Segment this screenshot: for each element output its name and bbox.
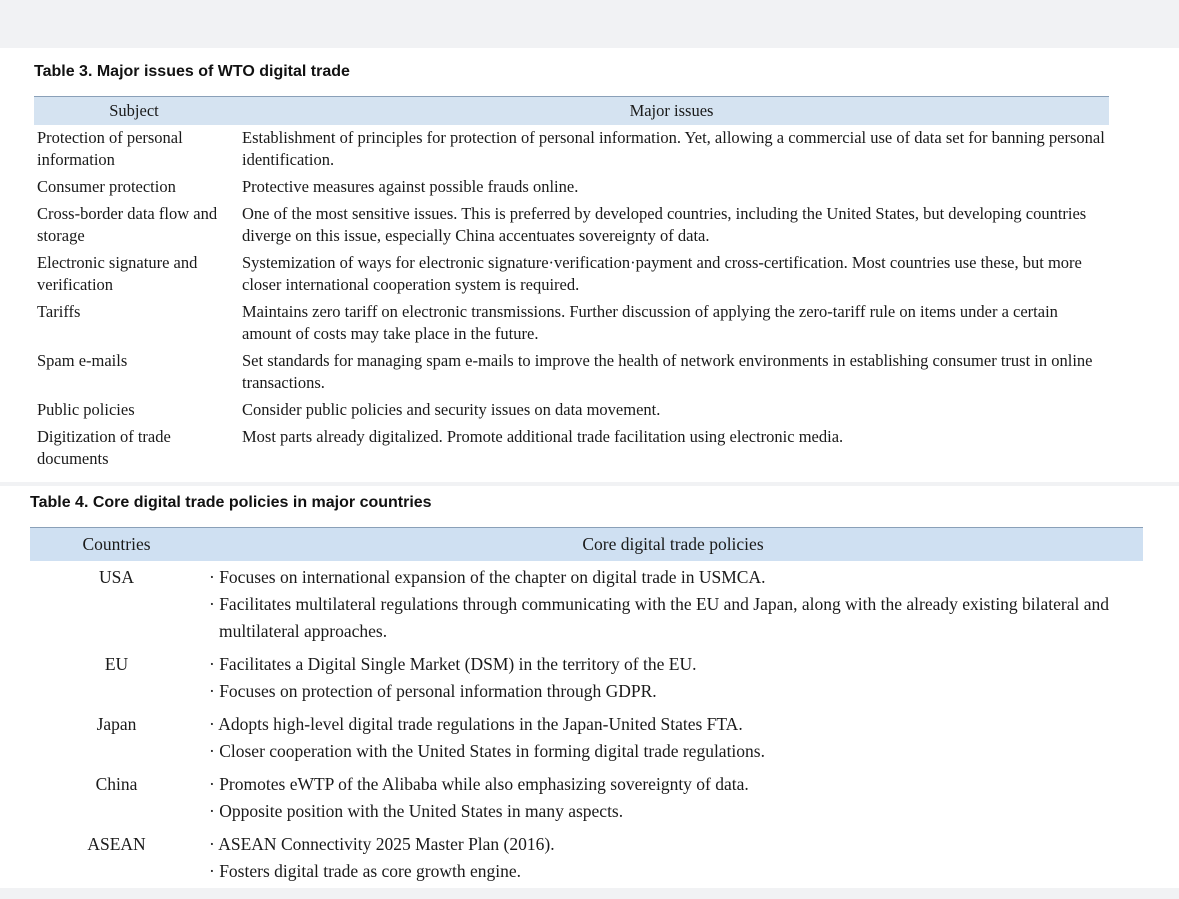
table3-subject-cell: Tariffs [37, 302, 81, 321]
policies-cell [203, 561, 1143, 648]
country-cell: China [95, 774, 138, 794]
table3-row [34, 424, 1109, 473]
table4-row-usa [30, 561, 1143, 648]
table3-header-row [34, 97, 1109, 126]
policy-item: · Facilitates multilateral regulations through communicating with the EU and Japan, along with the already existing bilateral and multilateral approaches. [209, 594, 1110, 641]
table4-header-policies: Core digital trade policies [203, 528, 1143, 562]
policy-item: · Opposite position with the United States in many aspects. [209, 801, 624, 821]
table4-panel [0, 486, 1179, 888]
table3-subject-cell: Protection of personal information [37, 128, 183, 169]
policy-item: · Focuses on protection of personal information through GDPR. [209, 681, 657, 701]
table3-issue-cell: One of the most sensitive issues. This is preferred by developed countries, including the United States, but developing countries diverge on this issue, especially China accentuates sovereignty of data. [242, 204, 1087, 245]
table4-row-china [30, 768, 1143, 828]
policy-item: · Fosters digital trade as core growth engine. [209, 861, 521, 881]
table3-subject-cell: Electronic signature and verification [37, 253, 198, 294]
country-cell: EU [104, 654, 129, 674]
table3-subject-cell: Cross-border data flow and storage [37, 204, 218, 245]
country-cell: ASEAN [87, 834, 146, 854]
table3-subject-cell: Spam e-mails [37, 351, 128, 370]
table3-subject-cell: Digitization of trade documents [37, 427, 171, 468]
table3-row [34, 348, 1109, 397]
table3-subject-cell: Consumer protection [37, 177, 176, 196]
policies-cell [203, 828, 1143, 888]
policies-cell [203, 768, 1143, 828]
table4-caption: Table 4. Core digital trade policies in major countries [30, 494, 432, 511]
policies-cell [203, 708, 1143, 768]
table3-row [34, 174, 1109, 201]
table3-issue-cell: Establishment of principles for protection of personal information. Yet, allowing a commercial use of data set for banning personal identification. [242, 128, 1105, 169]
table3-row [34, 250, 1109, 299]
table3-row [34, 397, 1109, 424]
table3-issue-cell: Maintains zero tariff on electronic transmissions. Further discussion of applying the zero-tariff rule on items under a certain amount of costs may take place in the future. [242, 302, 1058, 343]
policy-item: · Facilitates a Digital Single Market (DSM) in the territory of the EU. [209, 654, 697, 674]
country-cell: USA [98, 567, 134, 587]
table3-subject-cell: Public policies [37, 400, 135, 419]
table4-header-countries: Countries [30, 528, 203, 562]
table3-issue-cell: Systemization of ways for electronic signature·verification·payment and cross-certification. Most countries use these, but more closer international cooperation system is required. [242, 253, 1082, 294]
policy-item: · Focuses on international expansion of the chapter on digital trade in USMCA. [209, 567, 766, 587]
table3-header-subject: Subject [34, 97, 234, 126]
policies-cell [203, 648, 1143, 708]
policy-item: · Adopts high-level digital trade regulations in the Japan-United States FTA. [209, 714, 743, 734]
table4-row-asean [30, 828, 1143, 888]
table3-row [34, 299, 1109, 348]
policy-item: · ASEAN Connectivity 2025 Master Plan (2016). [209, 834, 555, 854]
table4 [30, 527, 1143, 888]
table3-caption: Table 3. Major issues of WTO digital trade [34, 63, 350, 80]
country-cell: Japan [96, 714, 137, 734]
table3-issue-cell: Protective measures against possible frauds online. [242, 177, 579, 196]
table3-row [34, 201, 1109, 250]
table3-issue-cell: Most parts already digitalized. Promote additional trade facilitation using electronic media. [242, 427, 844, 446]
policy-item: · Closer cooperation with the United States in forming digital trade regulations. [209, 741, 765, 761]
table3-row [34, 125, 1109, 174]
table3-header-issues: Major issues [234, 97, 1109, 126]
table3-issue-cell: Consider public policies and security issues on data movement. [242, 400, 661, 419]
table4-header-row [30, 528, 1143, 562]
table3-panel [0, 48, 1179, 482]
table3 [34, 96, 1109, 473]
policy-item: · Promotes eWTP of the Alibaba while also emphasizing sovereignty of data. [209, 774, 749, 794]
table4-row-eu [30, 648, 1143, 708]
table3-issue-cell: Set standards for managing spam e-mails to improve the health of network environments in establishing consumer trust in online transactions. [242, 351, 1093, 392]
table4-row-japan [30, 708, 1143, 768]
